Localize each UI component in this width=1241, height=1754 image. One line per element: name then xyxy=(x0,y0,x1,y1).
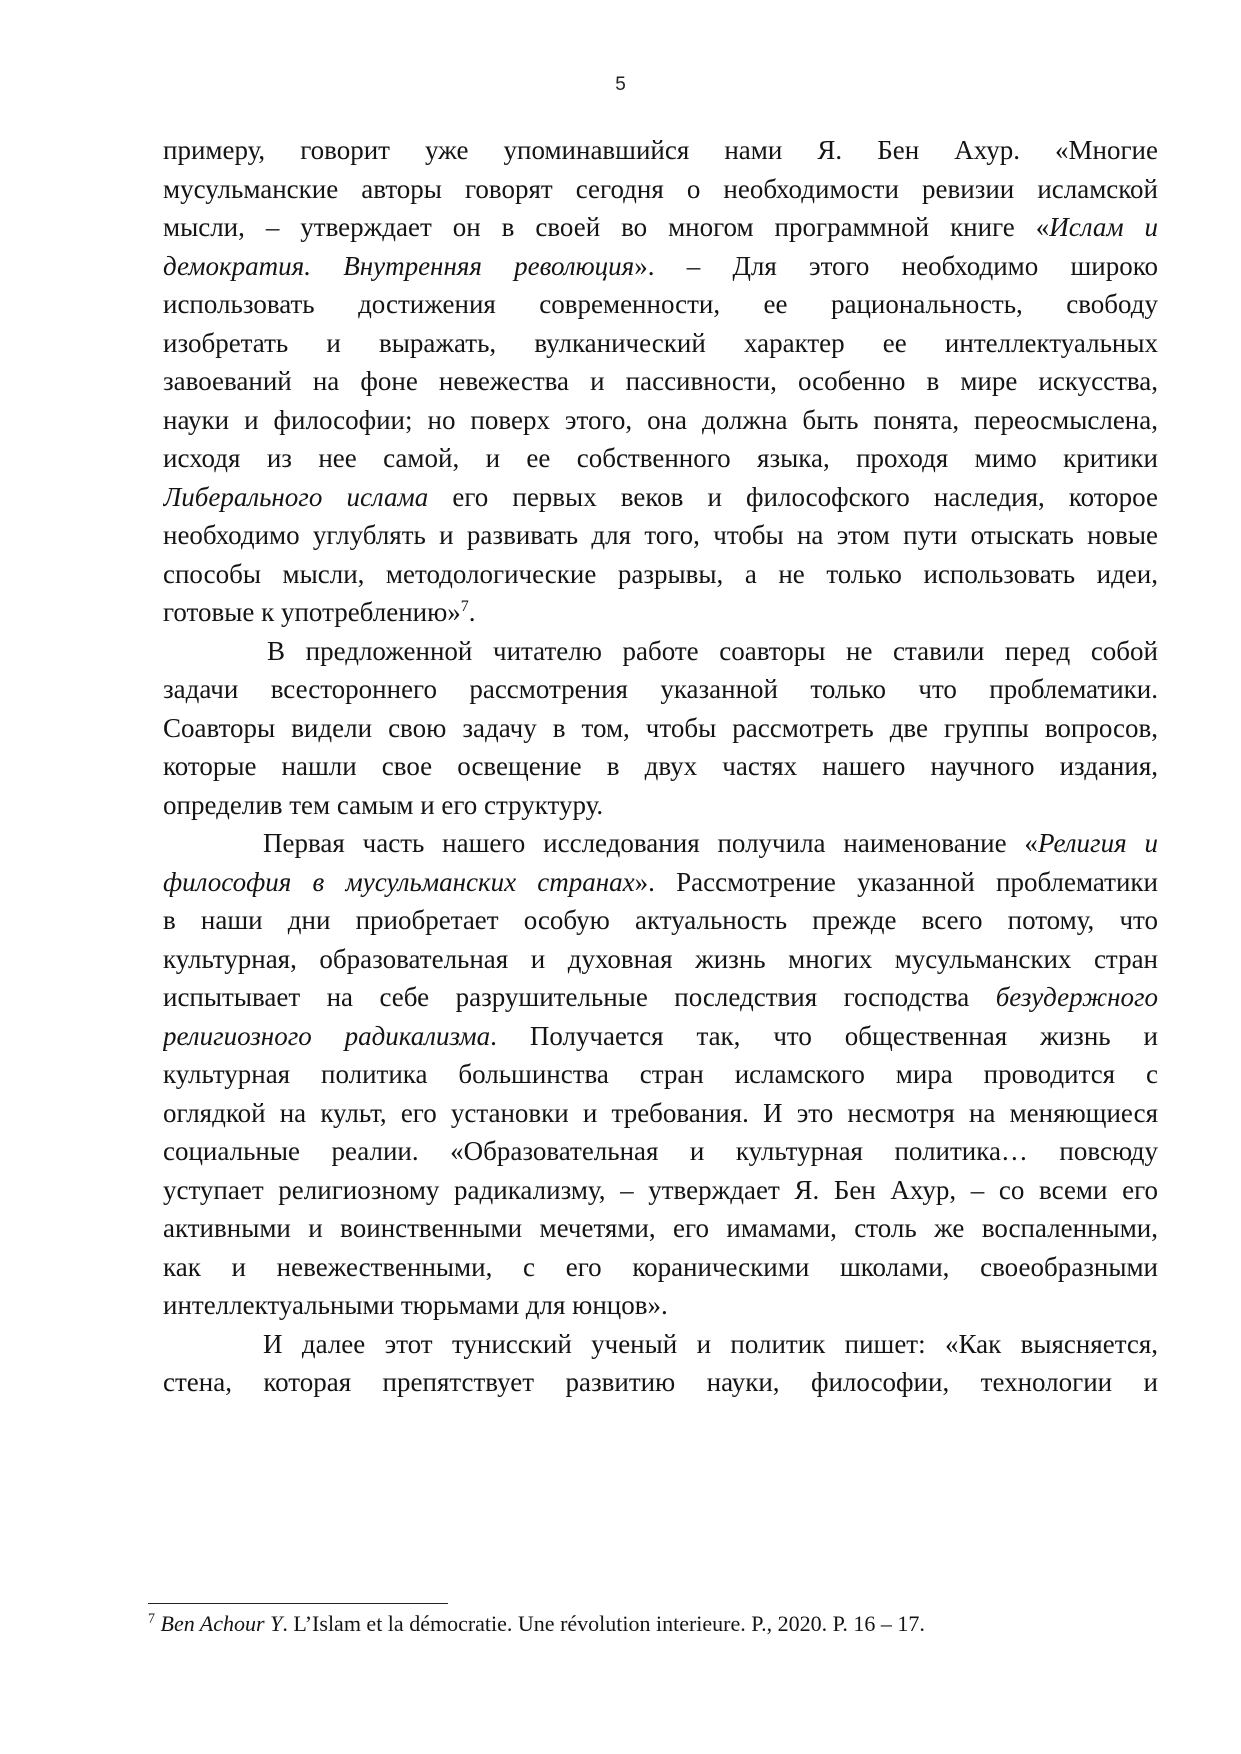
text-segment: ». – Для этого необходимо широко xyxy=(634,250,1158,281)
text-line xyxy=(163,709,1158,748)
text-line xyxy=(163,208,1158,247)
italic-text: безудержного xyxy=(995,982,1158,1012)
italic-text: философия в мусульманских странах xyxy=(163,866,635,897)
text-segment: которые нашли свое освещение в двух частях нашего научного издания, xyxy=(163,751,1158,781)
text-segment: И далее этот тунисский ученый и политик пишет: «Как выясняется, xyxy=(263,1328,1158,1359)
text-segment: использовать достижения современности, ее рациональность, свободу xyxy=(163,289,1158,319)
text-line xyxy=(163,901,1158,940)
text-line xyxy=(163,1132,1158,1171)
text-line xyxy=(163,593,1158,632)
footnote-reference: 7 xyxy=(460,598,469,615)
text-segment: мусульманские авторы говорят сегодня о необходимости ревизии исламской xyxy=(163,173,1158,204)
text-line xyxy=(163,824,1158,863)
text-segment: изобретать и выражать, вулканический характер ее интеллектуальных xyxy=(163,327,1158,358)
text-segment: завоеваний на фоне невежества и пассивности, особенно в мире искусства, xyxy=(163,366,1158,396)
text-line xyxy=(163,1286,1158,1325)
text-line xyxy=(163,632,1158,671)
text-line xyxy=(163,478,1158,517)
text-segment: социальные реалии. «Образовательная и культурная политика… повсюду xyxy=(163,1136,1158,1166)
text-segment: примеру, говорит уже упоминавшийся нами Я. Бен Ахур. «Многие xyxy=(163,135,1158,165)
text-segment: активными и воинственными мечетями, его имамами, столь же воспаленными, xyxy=(163,1213,1158,1243)
text-line xyxy=(163,863,1158,902)
footnote-text: L’Islam et la démocratie. Une révolution interieure. P., 2020. P. 16 – 17. xyxy=(287,1611,925,1636)
text-segment: как и невежественными, с его кораническими школами, своеобразными xyxy=(163,1251,1158,1282)
text-segment: его первых веков и философского наследия, которое xyxy=(428,481,1158,512)
text-segment: в наши дни приобретает особую актуальность прежде всего потому, что xyxy=(163,905,1158,935)
text-line xyxy=(163,285,1158,324)
text-line xyxy=(163,978,1158,1017)
text-segment: ». Рассмотрение указанной проблематики xyxy=(634,866,1158,897)
text-line xyxy=(163,1363,1158,1402)
body-text xyxy=(163,131,1158,1402)
text-segment: науки и философии; но поверх этого, она должна быть понята, переосмыслена, xyxy=(163,404,1158,435)
text-line xyxy=(163,401,1158,440)
text-segment: интеллектуальными тюрьмами для юнцов». xyxy=(163,1290,668,1320)
text-segment: Соавторы видели свою задачу в том, чтобы рассмотреть две группы вопросов, xyxy=(163,712,1158,743)
text-segment: оглядкой на культ, его установки и требования. И это несмотря на меняющиеся xyxy=(163,1097,1158,1128)
italic-text: демократия. Внутренняя революция xyxy=(163,250,635,281)
text-line xyxy=(163,555,1158,594)
text-segment: исходя из нее самой, и ее собственного языка, проходя мимо критики xyxy=(163,443,1158,473)
text-segment: мысли, – утверждает он в своей во многом программной книге « xyxy=(163,212,1050,242)
italic-text: религиозного радикализма xyxy=(163,1020,491,1051)
text-segment: определив тем самым и его структуру. xyxy=(163,789,604,820)
footnote-author: Ben Achour Y xyxy=(160,1611,283,1636)
text-line xyxy=(163,1171,1158,1210)
footnote-separator xyxy=(148,1603,448,1604)
footnote xyxy=(148,1609,1148,1639)
text-segment: способы мысли, методологические разрывы, а не только использовать идеи, xyxy=(163,558,1158,589)
text-segment: культурная, образовательная и духовная жизнь многих мусульманских стран xyxy=(163,943,1158,974)
text-segment: стена, которая препятствует развитию науки, философии, технологии и xyxy=(163,1367,1158,1397)
text-line xyxy=(163,1094,1158,1133)
text-segment: необходимо углублять и развивать для того, чтобы на этом пути отыскать новые xyxy=(163,520,1158,550)
text-segment: задачи всестороннего рассмотрения указанной только что проблематики. xyxy=(163,674,1158,704)
italic-text: Ислам и xyxy=(1049,212,1158,242)
text-segment: культурная политика большинства стран исламского мира проводится с xyxy=(163,1059,1158,1089)
text-segment: В предложенной читателю работе соавторы не ставили перед собой xyxy=(267,635,1158,666)
text-line xyxy=(163,1325,1158,1364)
footnote-number: 7 xyxy=(148,1611,155,1627)
italic-text: Либерального ислама xyxy=(163,481,429,512)
text-line xyxy=(163,940,1158,979)
text-segment: . Получается так, что общественная жизнь и xyxy=(490,1020,1158,1051)
text-line xyxy=(163,362,1158,401)
text-line xyxy=(163,747,1158,786)
text-line xyxy=(163,516,1158,555)
text-line xyxy=(163,786,1158,825)
footnote-author-period: . xyxy=(282,1611,288,1636)
page-number: 5 xyxy=(615,74,626,95)
text-line xyxy=(163,1248,1158,1287)
text-line xyxy=(163,1209,1158,1248)
text-line xyxy=(163,131,1158,170)
text-segment: готовые к употреблению» xyxy=(163,597,461,627)
text-segment: уступает религиозному радикализму, – утверждает Я. Бен Ахур, – со всеми его xyxy=(163,1174,1158,1205)
text-line xyxy=(163,1055,1158,1094)
text-line xyxy=(163,670,1158,709)
italic-text: Религия и xyxy=(1037,828,1158,858)
text-line xyxy=(163,439,1158,478)
text-line xyxy=(163,170,1158,209)
text-line xyxy=(163,247,1158,286)
text-segment: испытывает на себе разрушительные последствия господства xyxy=(163,982,996,1012)
text-line xyxy=(163,324,1158,363)
text-line xyxy=(163,1017,1158,1056)
text-segment: Первая часть нашего исследования получила наименование « xyxy=(263,828,1038,858)
text-segment: . xyxy=(468,597,476,627)
